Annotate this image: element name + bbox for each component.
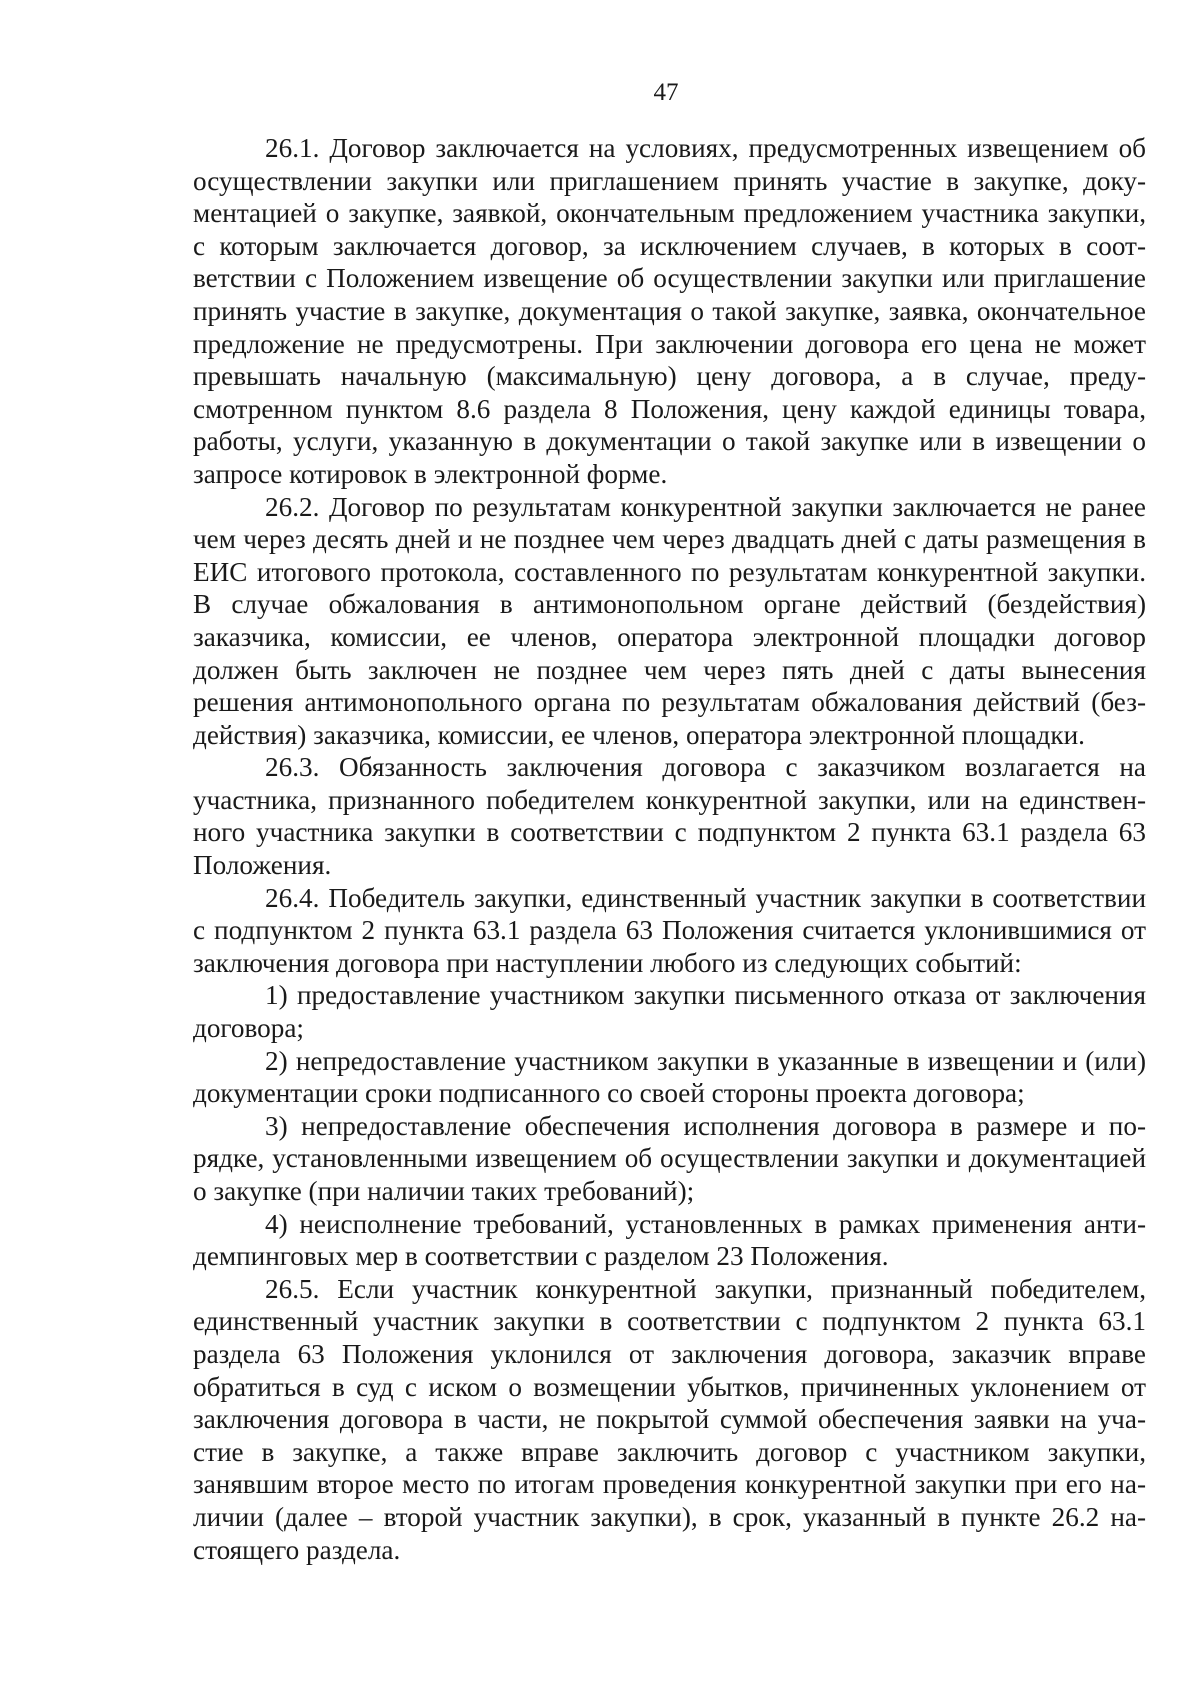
list-item-2: 2) непредоставление участником закупки в указанные в извещении и (или) документации сроки подписанного со своей стороны проекта договора; [193, 1045, 1146, 1109]
list-item-4: 4) неисполнение требований, установленных в рамках применения антидемпинговых мер в соответствии с разделом 23 Положения. [193, 1208, 1146, 1272]
paragraph-26-4: 26.4. Победитель закупки, единственный участник закупки в соответствии с подпунктом 2 пункта 63.1 раздела 63 Положения считается уклонившимися от заключения договора при наступлении любого из следующих событий: [193, 882, 1146, 978]
list-item-3: 3) непредоставление обеспечения исполнения договора в размере и порядке, установленными извещением об осуществлении закупки и документацией о закупке (при наличии таких требований); [193, 1110, 1146, 1206]
paragraph-26-1: 26.1. Договор заключается на условиях, предусмотренных извещением об осуществлении закупки или приглашением принять участие в закупке, документацией о закупке, заявкой, окончательным предложением участника закупки, с которым заключается договор, за исключением случаев, в которых в соответствии с Положением извещение об осуществлении закупки или приглашение принять участие в закупке, документация о такой закупке, заявка, окончательное предложение не предусмотрены. При заключении договора его цена не может превышать начальную (максимальную) цену договора, а в случае, предусмотренном пунктом 8.6 раздела 8 Положения, цену каждой единицы товара, работы, услуги, указанную в документации о такой закупке или в извещении о запросе котировок в электронной форме. [193, 133, 1146, 489]
paragraph-26-2: 26.2. Договор по результатам конкурентной закупки заключается не ранее чем через десять дней и не позднее чем через двадцать дней с даты размещения в ЕИС итогового протокола, составленного по результатам конкурентной закупки. В случае обжалования в антимонопольном органе действий (бездействия) заказчика, комиссии, ее членов, оператора электронной площадки договор должен быть заключен не позднее чем через пять дней с даты вынесения решения антимонопольного органа по результатам обжалования действий (бездействия) заказчика, комиссии, ее членов, оператора электронной площадки. [193, 491, 1146, 750]
list-item-1: 1) предоставление участником закупки письменного отказа от заключения договора; [193, 980, 1146, 1044]
page-number: 47 [653, 79, 679, 106]
paragraph-26-3: 26.3. Обязанность заключения договора с заказчиком возлагается на участника, признанного победителем конкурентной закупки, или на единственного участника закупки в соответствии с подпунктом 2 пункта 63.1 раздела 63 Положения. [193, 752, 1146, 881]
document-body [193, 132, 1146, 1566]
paragraph-26-5: 26.5. Если участник конкурентной закупки, признанный победителем, единственный участник закупки в соответствии с подпунктом 2 пункта 63.1 раздела 63 Положения уклонился от заключения договора, заказчик вправе обратиться в суд с иском о возмещении убытков, причиненных уклонением от заключения договора в части, не покрытой суммой обеспечения заявки на участие в закупке, а также вправе заключить договор с участником закупки, занявшим второе место по итогам проведения конкурентной закупки при его наличии (далее – второй участник закупки), в срок, указанный в пункте 26.2 настоящего раздела. [193, 1273, 1146, 1565]
